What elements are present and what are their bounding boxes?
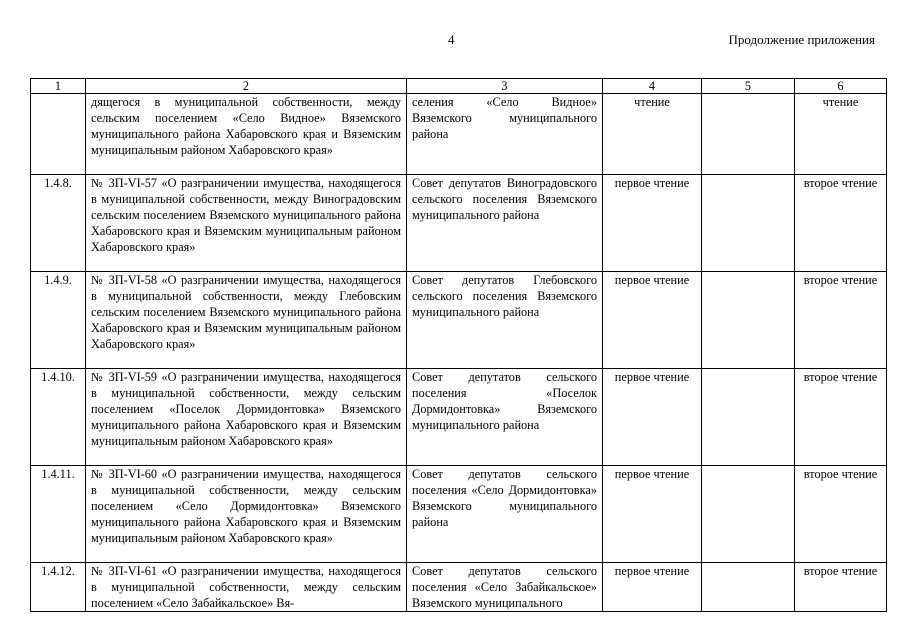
bill-title: № ЗП-VI-59 «О разграничении имущества, находящегося в муниципальной собственности, между сельским поселением «Поселок Дормидонтовка» Вяземского муниципального района Хабаровского края и Вяземским муниципальным районом Хабаровского края»	[86, 369, 407, 466]
next-reading: второе чтение	[795, 175, 887, 272]
table-row	[31, 369, 887, 466]
bill-title: № ЗП-VI-61 «О разграничении имущества, находящегося в муниципальной собственности, между сельским поселением «Село Забайкальское» Вя-	[86, 563, 407, 612]
table-row	[31, 272, 887, 369]
column-5-cell	[702, 175, 795, 272]
column-header-3: 3	[407, 79, 603, 94]
reading-stage: первое чтение	[603, 369, 702, 466]
table-row	[31, 94, 887, 175]
next-reading: второе чтение	[795, 466, 887, 563]
column-header-2: 2	[86, 79, 407, 94]
initiator: Совет депутатов сельского поселения «Село Дормидонтовка» Вяземского муниципального района	[407, 466, 603, 563]
column-header-1: 1	[31, 79, 86, 94]
initiator: Совет депутатов сельского поселения «Село Забайкальское» Вяземского муниципального	[407, 563, 603, 612]
initiator: Совет депутатов Виноградовского сельского поселения Вяземского муниципального района	[407, 175, 603, 272]
column-header-6: 6	[795, 79, 887, 94]
row-number: 1.4.8.	[31, 175, 86, 272]
table-row	[31, 563, 887, 612]
bill-title: № ЗП-VI-58 «О разграничении имущества, находящегося в муниципальной собственности, между Глебовским сельским поселением Вяземского муниципального района Хабаровского края и Вяземским муниципальным районом Хабаровского края»	[86, 272, 407, 369]
column-5-cell	[702, 272, 795, 369]
next-reading: второе чтение	[795, 563, 887, 612]
reading-stage: первое чтение	[603, 466, 702, 563]
reading-stage: первое чтение	[603, 563, 702, 612]
column-5-cell	[702, 563, 795, 612]
table-row	[31, 175, 887, 272]
column-header-4: 4	[603, 79, 702, 94]
bill-title: № ЗП-VI-60 «О разграничении имущества, находящегося в муниципальной собственности, между сельским поселением «Село Дормидонтовка» Вяземского муниципального района Хабаровского края и Вяземским муниципальным районом Хабаровского края»	[86, 466, 407, 563]
reading-stage: первое чтение	[603, 175, 702, 272]
header-note: Продолжение приложения	[728, 32, 875, 47]
next-reading: второе чтение	[795, 272, 887, 369]
column-5-cell	[702, 94, 795, 175]
initiator: Совет депутатов сельского поселения «Поселок Дормидонтовка» Вяземского муниципального района	[407, 369, 603, 466]
row-number	[31, 94, 86, 175]
page-number: 4	[448, 32, 455, 47]
table-row	[31, 466, 887, 563]
row-number: 1.4.10.	[31, 369, 86, 466]
row-number: 1.4.9.	[31, 272, 86, 369]
column-5-cell	[702, 466, 795, 563]
column-5-cell	[702, 369, 795, 466]
column-header-5: 5	[702, 79, 795, 94]
bill-title: дящегося в муниципальной собственности, между сельским поселением «Село Видное» Вяземского муниципального района Хабаровского края и Вяземским муниципальным районом Хабаровского края»	[86, 94, 407, 175]
next-reading: второе чтение	[795, 369, 887, 466]
row-number: 1.4.11.	[31, 466, 86, 563]
reading-stage: первое чтение	[603, 272, 702, 369]
row-number: 1.4.12.	[31, 563, 86, 612]
agenda-table	[30, 78, 887, 612]
initiator: Совет депутатов Глебовского сельского поселения Вяземского муниципального района	[407, 272, 603, 369]
reading-stage: чтение	[603, 94, 702, 175]
column-number-row	[31, 79, 887, 94]
initiator: селения «Село Видное» Вяземского муниципального района	[407, 94, 603, 175]
bill-title: № ЗП-VI-57 «О разграничении имущества, находящегося в муниципальной собственности, между Виноградовским сельским поселением Вяземского муниципального района Хабаровского края и Вяземским муниципальным районом Хабаровского края»	[86, 175, 407, 272]
next-reading: чтение	[795, 94, 887, 175]
